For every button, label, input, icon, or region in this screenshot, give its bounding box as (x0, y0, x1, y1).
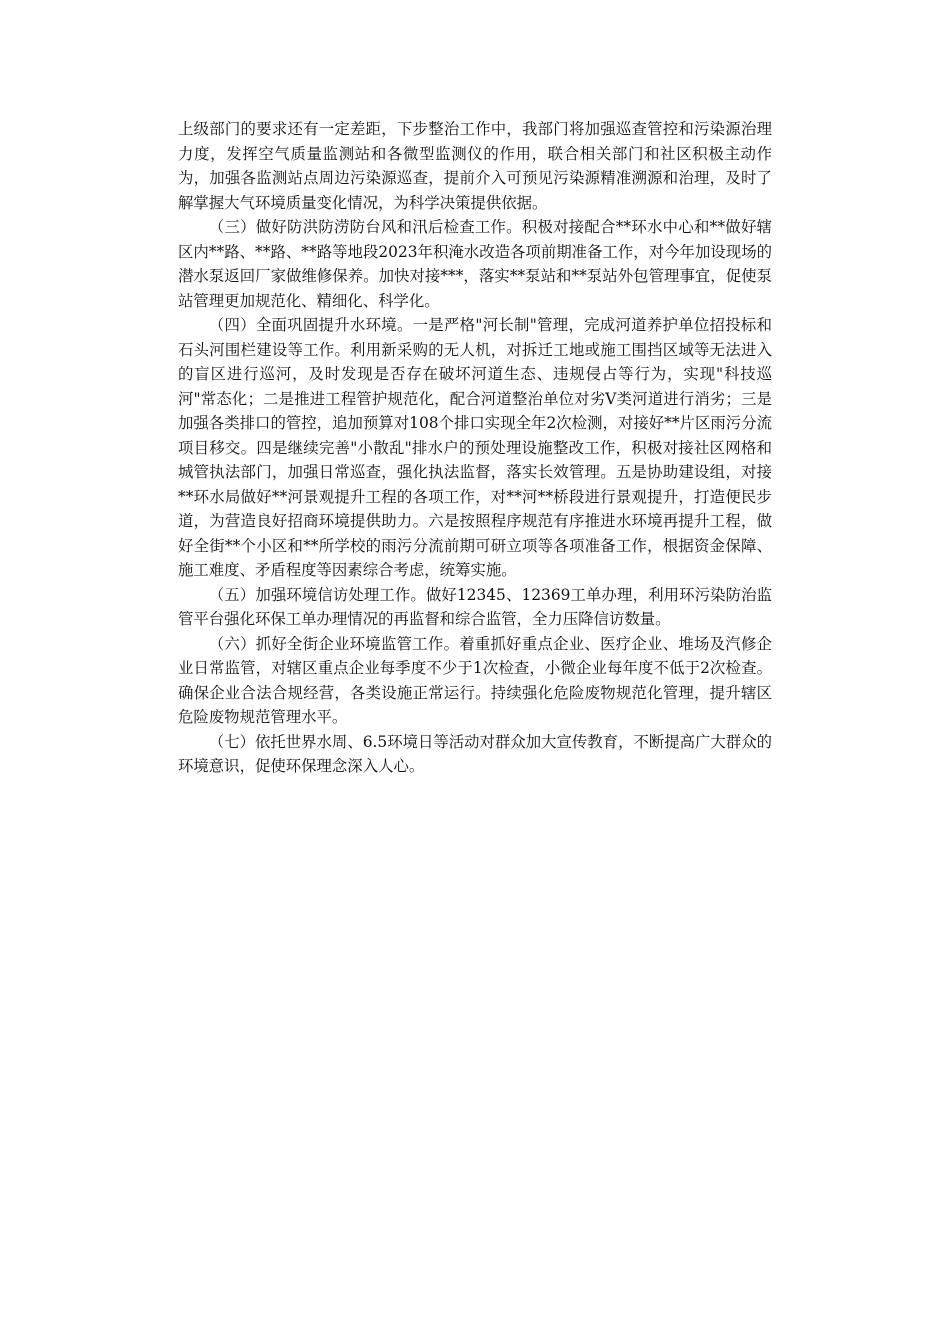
paragraph-water-environment: （四）全面巩固提升水环境。一是严格"河长制"管理，完成河道养护单位招投标和石头河围栏建设等工作。利用新采购的无人机，对拆迁工地或施工围挡区域等无法进入的盲区进行巡河，及时发现是否存在破坏河道生态、违规侵占等行为，实现"科技巡河"常态化；二是推进工程管护规范化，配合河道整治单位对劣V类河道进行消劣；三是加强各类排口的管控，追加预算对108个排口实现全年2次检测，对接好**片区雨污分流项目移交。四是继续完善"小散乱"排水户的预处理设施整改工作，积极对接社区网格和城管执法部门，加强日常巡查，强化执法监督，落实长效管理。五是协助建设组，对接**环水局做好**河景观提升工程的各项工作，对**河**桥段进行景观提升，打造便民步道，为营造良好招商环境提供助力。六是按照程序规范有序推进水环境再提升工程，做好全街**个小区和**所学校的雨污分流前期可研立项等各项准备工作，根据资金保障、施工难度、矛盾程度等因素综合考虑，统筹实施。 (178, 316, 772, 579)
paragraph-enterprise-supervision: （六）抓好全街企业环境监管工作。着重抓好重点企业、医疗企业、堆场及汽修企业日常监管，对辖区重点企业每季度不少于1次检查，小微企业每年度不低于2次检查。确保企业合法合规经营，各类设施正常运行。持续强化危险废物规范化管理，提升辖区危险废物规范管理水平。 (178, 634, 772, 726)
paragraph-publicity-education: （七）依托世界水周、6.5环境日等活动对群众加大宣传教育，不断提高广大群众的环境意识，促使环保理念深入人心。 (178, 732, 772, 775)
paragraph-petition-handling: （五）加强环境信访处理工作。做好12345、12369工单办理，利用环污染防治监管平台强化环保工单办理情况的再监督和综合监管，全力压降信访数量。 (178, 585, 772, 628)
paragraph-flood-control: （三）做好防洪防涝防台风和汛后检查工作。积极对接配合**环水中心和**做好辖区内**路、**路、**路等地段2023年积淹水改造各项前期准备工作，对今年加设现场的潜水泵返回厂家做维修保养。加快对接***，落实**泵站和**泵站外包管理事宜，促使泵站管理更加规范化、精细化、科学化。 (178, 218, 772, 310)
document-body (178, 117, 772, 779)
paragraph-continuation: 上级部门的要求还有一定差距，下步整治工作中，我部门将加强巡查管控和污染源治理力度，发挥空气质量监测站和各微型监测仪的作用，联合相关部门和社区积极主动作为，加强各监测站点周边污染源巡查，提前介入可预见污染源精准溯源和治理，及时了解掌握大气环境质量变化情况，为科学决策提供依据。 (178, 120, 772, 212)
